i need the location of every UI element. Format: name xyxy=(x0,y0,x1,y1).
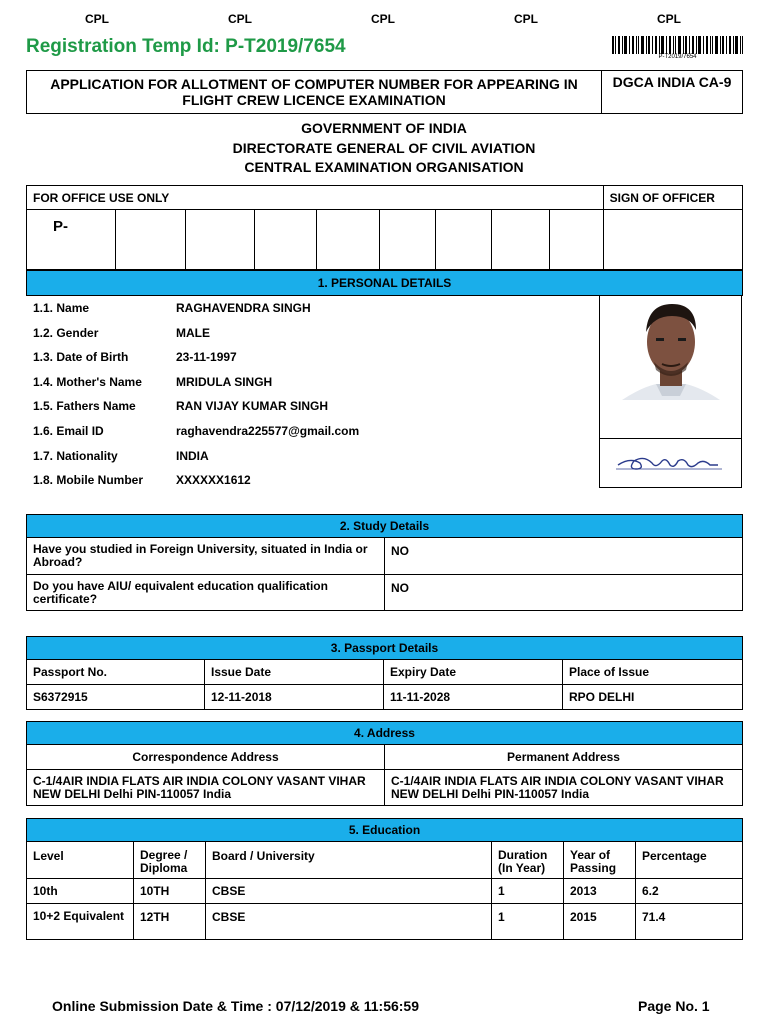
office-box xyxy=(316,210,379,270)
office-box xyxy=(549,210,603,270)
education-cell: 10TH xyxy=(134,879,206,904)
barcode-text: P-T2019/7654 xyxy=(658,54,697,60)
column-header: Permanent Address xyxy=(385,745,743,770)
personal-details-list xyxy=(33,301,593,498)
education-table xyxy=(26,841,743,940)
column-header: Degree / Diploma xyxy=(134,842,206,879)
study-answer: NO xyxy=(385,575,743,611)
field-label: 1.5. Fathers Name xyxy=(33,399,136,414)
study-details-table xyxy=(26,537,743,611)
table-row xyxy=(27,685,743,710)
table-row xyxy=(27,538,743,575)
field-label: 1.3. Date of Birth xyxy=(33,350,129,365)
education-cell: CBSE xyxy=(206,879,492,904)
address-table xyxy=(26,744,743,806)
office-box xyxy=(115,210,185,270)
education-cell: 2015 xyxy=(564,904,636,940)
field-value: INDIA xyxy=(176,448,209,463)
signature-image xyxy=(600,439,741,487)
gov-line-2: DIRECTORATE GENERAL OF CIVIL AVIATION xyxy=(232,140,536,156)
field-label: 1.2. Gender xyxy=(33,325,99,340)
field-value: RAGHAVENDRA SINGH xyxy=(176,301,311,315)
field-label: 1.1. Name xyxy=(33,301,90,315)
submission-datetime: Online Submission Date & Time : 07/12/2019 & 11:56:59 xyxy=(52,998,420,1014)
office-use-table xyxy=(26,185,743,270)
table-row xyxy=(27,904,743,940)
top-label-cpl: CPL xyxy=(228,12,252,26)
field-value: 23-11-1997 xyxy=(176,350,237,365)
sign-officer-label: SIGN OF OFFICER xyxy=(603,186,742,210)
title-box xyxy=(26,70,743,114)
table-row xyxy=(27,745,743,770)
place-of-issue: RPO DELHI xyxy=(563,685,743,710)
education-cell: 2013 xyxy=(564,879,636,904)
top-label-cpl: CPL xyxy=(371,12,395,26)
list-item xyxy=(33,399,593,424)
education-cell: 1 xyxy=(492,904,564,940)
column-header: Board / University xyxy=(206,842,492,879)
office-box xyxy=(436,210,492,270)
column-header: Year of Passing xyxy=(564,842,636,879)
education-cell: 6.2 xyxy=(636,879,743,904)
top-label-cpl: CPL xyxy=(514,12,538,26)
column-header: Level xyxy=(27,842,134,879)
passport-details-header: 3. Passport Details xyxy=(26,636,743,660)
column-header: Duration (In Year) xyxy=(492,842,564,879)
field-value: raghavendra225577@gmail.com xyxy=(176,423,360,438)
column-header: Place of Issue xyxy=(563,660,743,685)
office-use-label: FOR OFFICE USE ONLY xyxy=(27,186,604,210)
top-label-cpl: CPL xyxy=(657,12,681,26)
list-item xyxy=(33,449,593,474)
list-item xyxy=(33,473,593,498)
study-question: Have you studied in Foreign University, situated in India or Abroad? xyxy=(27,538,385,575)
education-cell: CBSE xyxy=(206,904,492,940)
study-details-header: 2. Study Details xyxy=(26,514,743,538)
education-cell: 71.4 xyxy=(636,904,743,940)
column-header: Correspondence Address xyxy=(27,745,385,770)
barcode-image xyxy=(612,36,743,54)
expiry-date: 11-11-2028 xyxy=(384,685,563,710)
field-label: 1.7. Nationality xyxy=(33,448,118,463)
office-box xyxy=(186,210,255,270)
table-row xyxy=(27,660,743,685)
form-code: DGCA INDIA CA-9 xyxy=(602,71,743,114)
field-label: 1.8. Mobile Number xyxy=(33,473,144,488)
column-header: Percentage xyxy=(636,842,743,879)
study-answer: NO xyxy=(385,538,743,575)
education-header: 5. Education xyxy=(26,818,743,842)
list-item xyxy=(33,375,593,400)
education-cell: 1 xyxy=(492,879,564,904)
list-item xyxy=(33,326,593,351)
top-label-cpl: CPL xyxy=(85,12,109,26)
field-value: MRIDULA SINGH xyxy=(176,374,273,389)
list-item xyxy=(33,350,593,375)
column-header: Passport No. xyxy=(27,660,205,685)
personal-details-header: 1. PERSONAL DETAILS xyxy=(26,270,743,296)
education-cell: 12TH xyxy=(134,904,206,940)
field-value: RAN VIJAY KUMAR SINGH xyxy=(176,399,329,414)
page-number: Page No. 1 xyxy=(638,998,710,1014)
photo-box xyxy=(599,295,742,439)
applicant-photo xyxy=(600,296,741,438)
field-value: MALE xyxy=(176,325,210,340)
form-title: APPLICATION FOR ALLOTMENT OF COMPUTER NUMBER FOR APPEARING IN FLIGHT CREW LICENCE EXAMINATION xyxy=(27,71,602,114)
study-question: Do you have AIU/ equivalent education qualification certificate? xyxy=(27,575,385,611)
column-header: Expiry Date xyxy=(384,660,563,685)
registration-id: Registration Temp Id: P-T2019/7654 xyxy=(26,36,346,57)
table-row xyxy=(27,842,743,879)
office-box xyxy=(491,210,549,270)
gov-line-3: CENTRAL EXAMINATION ORGANISATION xyxy=(244,159,524,175)
office-box xyxy=(380,210,436,270)
passport-details-table xyxy=(26,659,743,710)
sign-officer-box xyxy=(603,210,742,270)
table-row xyxy=(27,879,743,904)
column-header: Issue Date xyxy=(205,660,384,685)
permanent-address: C-1/4AIR INDIA FLATS AIR INDIA COLONY VASANT VIHAR NEW DELHI Delhi PIN-110057 India xyxy=(385,770,743,806)
list-item xyxy=(33,424,593,449)
office-prefix: P- xyxy=(27,210,116,270)
table-row xyxy=(27,575,743,611)
office-box xyxy=(255,210,317,270)
gov-line-1: GOVERNMENT OF INDIA xyxy=(301,120,467,136)
address-header: 4. Address xyxy=(26,721,743,745)
field-label: 1.4. Mother's Name xyxy=(33,374,142,389)
field-value: XXXXXX1612 xyxy=(176,473,251,488)
education-cell: 10th xyxy=(27,879,134,904)
correspondence-address: C-1/4AIR INDIA FLATS AIR INDIA COLONY VASANT VIHAR NEW DELHI Delhi PIN-110057 India xyxy=(27,770,385,806)
issue-date: 12-11-2018 xyxy=(205,685,384,710)
passport-number: S6372915 xyxy=(27,685,205,710)
list-item xyxy=(33,301,593,326)
table-row xyxy=(27,770,743,806)
signature-box xyxy=(599,438,742,488)
field-label: 1.6. Email ID xyxy=(33,423,104,438)
education-cell: 10+2 Equivalent xyxy=(27,904,134,940)
